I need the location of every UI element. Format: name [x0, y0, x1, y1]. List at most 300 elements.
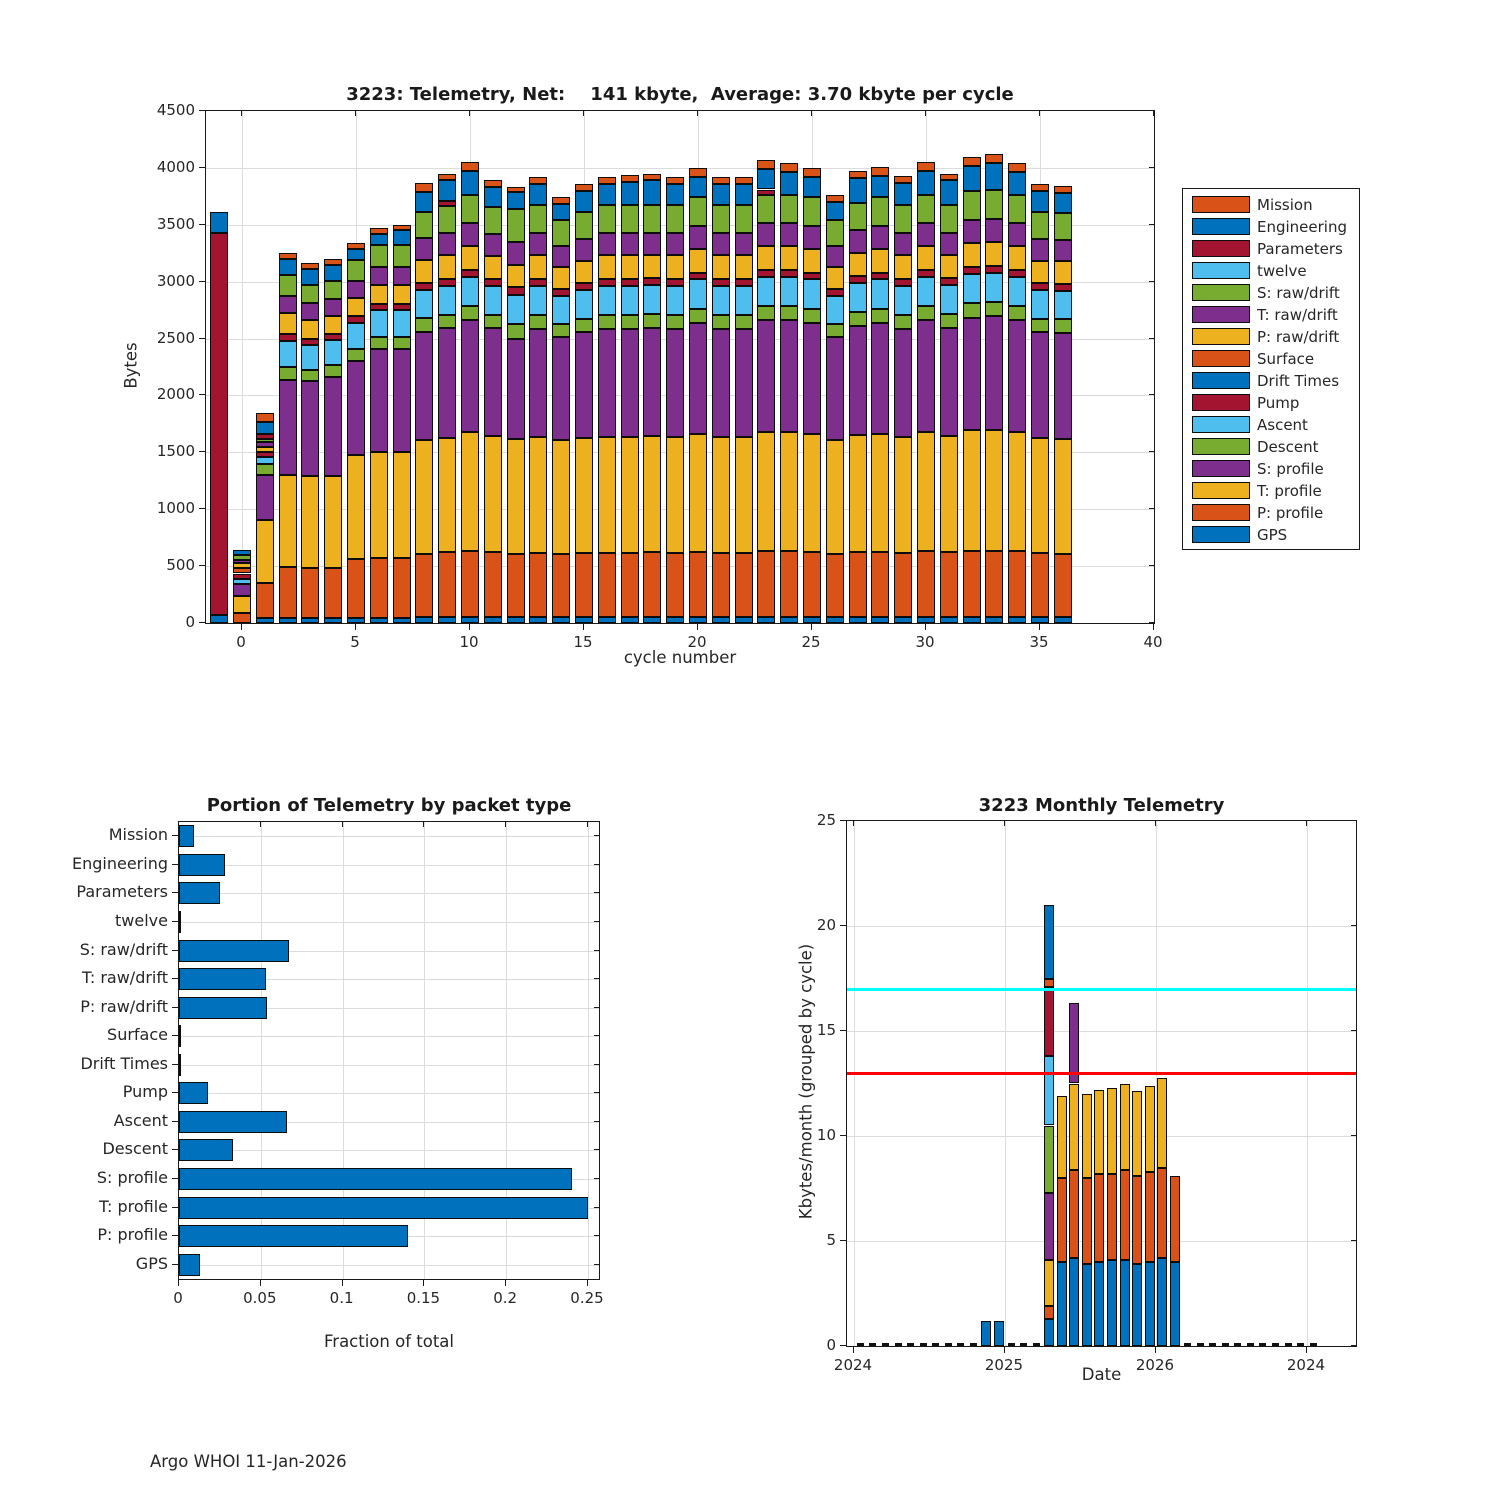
bar-segment: [689, 273, 707, 280]
bar-segment: [985, 163, 1003, 190]
y-tick-label: 20: [816, 916, 836, 934]
x-tick: [423, 822, 424, 827]
y-tick: [199, 394, 205, 395]
x-tick-label: 0.15: [406, 1289, 441, 1307]
bar-segment: [735, 255, 753, 278]
bar-segment: [849, 276, 867, 283]
y-tick: [199, 281, 205, 282]
bar: [179, 940, 289, 962]
category-label: S: raw/drift: [79, 939, 168, 959]
bar-segment: [598, 315, 616, 329]
bar-segment: [871, 279, 889, 309]
x-tick: [178, 1280, 179, 1286]
bar-segment: [963, 274, 981, 304]
y-tick: [199, 167, 205, 168]
bar-segment: [735, 617, 753, 623]
bar-segment: [598, 184, 616, 206]
bar-segment: [461, 195, 479, 223]
x-tick: [587, 822, 588, 827]
bar-segment: [210, 212, 228, 232]
bar-segment: [712, 184, 730, 206]
bar-segment: [438, 552, 456, 617]
bar-segment: [894, 286, 912, 315]
bar-segment: [552, 197, 570, 204]
bar-segment: [643, 285, 661, 314]
gridline: [1005, 821, 1006, 1346]
bar-segment: [780, 551, 798, 617]
bar-segment: [552, 296, 570, 324]
bar-segment: [393, 267, 411, 285]
bar-segment: [279, 475, 297, 567]
bar-segment: [780, 432, 798, 551]
bar-segment: [985, 273, 1003, 303]
bar-segment: [1044, 987, 1054, 1056]
zero-month-dash: [1008, 1343, 1015, 1346]
y-tick-label: 15: [816, 1021, 836, 1039]
bar-segment: [940, 328, 958, 436]
bar-segment: [1057, 1262, 1067, 1346]
bar-segment: [552, 617, 570, 623]
bar-segment: [279, 313, 297, 334]
y-tick: [1351, 1240, 1356, 1241]
bar-segment: [279, 380, 297, 476]
bar-segment: [871, 309, 889, 323]
bar-segment: [803, 323, 821, 433]
y-tick: [1351, 925, 1356, 926]
bar-segment: [575, 212, 593, 239]
legend-label: T: profile: [1257, 482, 1322, 500]
legend-patch: [1192, 416, 1250, 433]
y-tick: [840, 1345, 846, 1346]
bar-segment: [735, 184, 753, 206]
y-tick: [199, 565, 205, 566]
category-label: Drift Times: [80, 1053, 168, 1073]
bar-segment: [643, 278, 661, 285]
bar-segment: [575, 290, 593, 318]
bar-segment: [757, 190, 775, 195]
bar-segment: [1031, 553, 1049, 617]
bar-segment: [1054, 261, 1072, 284]
legend-patch: [1192, 350, 1250, 367]
category-label: Engineering: [72, 853, 168, 873]
legend-label: Descent: [1257, 438, 1319, 456]
bar-segment: [689, 323, 707, 433]
bar-segment: [803, 617, 821, 623]
bar-segment: [871, 434, 889, 552]
bar-segment: [940, 278, 958, 285]
bar-segment: [438, 174, 456, 181]
bar-segment: [1008, 617, 1026, 623]
bar-segment: [393, 337, 411, 349]
bar-segment: [826, 337, 844, 439]
bar-segment: [666, 184, 684, 206]
bar-segment: [985, 266, 1003, 273]
bar-segment: [871, 617, 889, 623]
x-tick: [811, 111, 812, 116]
bar-segment: [735, 286, 753, 315]
bar-segment: [461, 162, 479, 171]
bar-segment: [324, 476, 342, 568]
gridline: [1307, 821, 1308, 1346]
bar-segment: [529, 184, 547, 206]
bar-segment: [712, 233, 730, 255]
bar-segment: [233, 596, 251, 613]
bar-segment: [621, 329, 639, 437]
x-tick: [583, 111, 584, 116]
bar-segment: [1094, 1174, 1104, 1262]
bar-segment: [826, 289, 844, 296]
y-tick-label: 500: [166, 556, 195, 575]
bar: [179, 1082, 208, 1104]
bar-segment: [324, 334, 342, 340]
bar: [179, 968, 266, 990]
zero-month-dash: [970, 1343, 977, 1346]
zero-month-dash: [1209, 1343, 1216, 1346]
y-tick: [199, 451, 205, 452]
y-tick: [172, 1007, 178, 1008]
bar-segment: [393, 304, 411, 310]
x-tick: [505, 1280, 506, 1286]
bar-segment: [963, 243, 981, 267]
bar-segment: [757, 246, 775, 270]
bar-segment: [507, 554, 525, 618]
bar-segment: [666, 286, 684, 315]
y-tick: [172, 1035, 178, 1036]
bar-segment: [461, 432, 479, 551]
bar-segment: [575, 332, 593, 438]
bar-segment: [484, 187, 502, 206]
bar-segment: [621, 233, 639, 255]
bar-segment: [985, 190, 1003, 219]
bar-segment: [1157, 1258, 1167, 1346]
bar: [179, 882, 220, 904]
bar-segment: [803, 434, 821, 552]
bar-segment: [438, 286, 456, 315]
bar-segment: [575, 184, 593, 191]
y-tick-label: 5: [826, 1231, 836, 1249]
bar-segment: [507, 287, 525, 294]
legend-patch: [1192, 526, 1250, 543]
telemetry-by-cycle-chart: [205, 110, 1155, 624]
bar: [179, 1111, 287, 1133]
bar-segment: [256, 413, 274, 422]
bar-segment: [415, 260, 433, 283]
bar: [179, 1254, 200, 1276]
x-tick: [423, 1280, 424, 1286]
bar-segment: [347, 298, 365, 316]
bar-segment: [621, 182, 639, 206]
bar-segment: [1031, 261, 1049, 284]
x-tick-label: 30: [915, 633, 935, 651]
y-tick-label: 2000: [156, 385, 195, 404]
bar-segment: [712, 617, 730, 623]
bar-segment: [803, 552, 821, 617]
bar-segment: [940, 436, 958, 552]
bar-segment: [552, 220, 570, 246]
y-tick: [840, 1030, 846, 1031]
bar-segment: [1120, 1260, 1130, 1346]
zero-month-dash: [1247, 1343, 1254, 1346]
bar-segment: [985, 219, 1003, 242]
legend-label: P: raw/drift: [1257, 328, 1340, 346]
bar-segment: [1008, 432, 1026, 551]
bar-segment: [598, 205, 616, 233]
bar-segment: [1054, 193, 1072, 213]
y-tick: [172, 1235, 178, 1236]
bar-segment: [871, 249, 889, 273]
x-tick-label: 2024: [833, 1356, 873, 1374]
bar-segment: [393, 618, 411, 623]
bar-segment: [712, 177, 730, 184]
bar-segment: [1008, 195, 1026, 223]
x-tick: [1306, 1347, 1307, 1353]
y-tick: [594, 1207, 599, 1208]
bar-segment: [849, 435, 867, 552]
bar-segment: [689, 434, 707, 552]
bar-segment: [621, 279, 639, 286]
y-tick: [1351, 820, 1356, 821]
bar-segment: [1054, 186, 1072, 193]
gridline: [179, 1036, 599, 1037]
bar-segment: [393, 230, 411, 245]
x-tick: [1155, 1347, 1156, 1353]
bar-segment: [210, 615, 228, 623]
gridline: [854, 821, 855, 1346]
x-tick: [697, 624, 698, 630]
bar-segment: [484, 552, 502, 617]
y-tick: [172, 1264, 178, 1265]
bar-segment: [393, 310, 411, 337]
bar-segment: [917, 320, 935, 432]
x-tick: [1039, 624, 1040, 630]
bar-segment: [370, 349, 388, 451]
bar-segment: [917, 551, 935, 617]
bar-segment: [438, 438, 456, 553]
bar-segment: [1069, 1084, 1079, 1170]
x-tick: [469, 624, 470, 630]
x-tick-label: 40: [1143, 633, 1163, 651]
zero-month-dash: [869, 1343, 876, 1346]
x-tick-label: 0.05: [243, 1289, 277, 1307]
bar-segment: [1008, 246, 1026, 270]
portion-by-packet-type-chart: [178, 821, 600, 1280]
x-tick: [1153, 111, 1154, 116]
bar-segment: [575, 191, 593, 213]
zero-month-dash: [957, 1343, 964, 1346]
bar-segment: [256, 520, 274, 583]
bar-segment: [871, 167, 889, 176]
bar-segment: [575, 553, 593, 617]
y-tick: [594, 1121, 599, 1122]
bar-segment: [666, 315, 684, 329]
bar-segment: [507, 192, 525, 209]
bar-segment: [279, 334, 297, 341]
bar-segment: [1094, 1090, 1104, 1174]
legend-label: Surface: [1257, 350, 1315, 368]
bar-segment: [507, 617, 525, 623]
bar-segment: [985, 154, 1003, 163]
zero-month-dash: [1184, 1343, 1191, 1346]
bar-segment: [393, 245, 411, 267]
bar-segment: [849, 617, 867, 623]
top-chart-xlabel: cycle number: [623, 648, 737, 667]
bar-segment: [370, 267, 388, 285]
bar-segment: [849, 203, 867, 231]
bar-segment: [256, 439, 274, 442]
bar-segment: [1044, 1056, 1054, 1125]
y-tick: [172, 1207, 178, 1208]
bar-segment: [552, 337, 570, 439]
y-tick-label: 0: [185, 613, 195, 631]
bar-segment: [917, 171, 935, 194]
bar-segment: [256, 464, 274, 474]
category-label: P: profile: [97, 1225, 168, 1245]
bar-segment: [1031, 184, 1049, 191]
bar-segment: [871, 197, 889, 225]
zero-month-dash: [882, 1343, 889, 1346]
bar-segment: [279, 253, 297, 259]
bar-segment: [826, 220, 844, 246]
bar-segment: [598, 617, 616, 623]
bar-segment: [643, 233, 661, 255]
x-tick: [925, 111, 926, 116]
bar-segment: [438, 255, 456, 278]
bar-segment: [415, 554, 433, 618]
bar: [179, 825, 194, 847]
bar: [179, 854, 225, 876]
bar-segment: [712, 437, 730, 553]
bar-segment: [963, 318, 981, 431]
legend-label: S: raw/drift: [1257, 284, 1340, 302]
bar-segment: [757, 169, 775, 189]
bar-segment: [507, 265, 525, 288]
bar-segment: [347, 316, 365, 322]
bar: [179, 1025, 181, 1047]
x-tick: [853, 821, 854, 826]
bar-segment: [415, 183, 433, 192]
bar-segment: [826, 195, 844, 202]
bar-segment: [415, 192, 433, 212]
bar-segment: [1044, 1319, 1054, 1346]
x-tick-label: 20: [687, 633, 707, 651]
bar-segment: [735, 279, 753, 286]
bar-segment: [256, 618, 274, 623]
bar-segment: [689, 279, 707, 309]
x-tick-label: 0.25: [570, 1289, 604, 1307]
bar-segment: [279, 296, 297, 313]
bar-segment: [940, 552, 958, 617]
bar-segment: [598, 286, 616, 315]
bar-segment: [484, 328, 502, 436]
bar-segment: [279, 618, 297, 623]
bar-segment: [780, 163, 798, 172]
bar-segment: [552, 554, 570, 618]
y-tick: [594, 1064, 599, 1065]
bar-segment: [1044, 905, 1054, 979]
footer-text: Argo WHOI 11-Jan-2026: [150, 1452, 347, 1471]
legend-patch: [1192, 394, 1250, 411]
bar-segment: [985, 430, 1003, 551]
bar-segment: [1044, 979, 1054, 987]
bar-segment: [415, 283, 433, 290]
bar-segment: [963, 191, 981, 220]
bar-segment: [689, 177, 707, 197]
bar-segment: [347, 281, 365, 299]
bar-segment: [484, 286, 502, 315]
bar-segment: [643, 255, 661, 278]
reference-line: [847, 988, 1356, 991]
bar-segment: [347, 243, 365, 249]
bar-segment: [757, 277, 775, 307]
zero-month-dash: [1297, 1343, 1304, 1346]
bar-segment: [1054, 213, 1072, 240]
y-tick: [172, 1064, 178, 1065]
bar-segment: [757, 270, 775, 277]
bar-segment: [940, 285, 958, 314]
bar-segment: [575, 438, 593, 553]
bar-segment: [1120, 1084, 1130, 1170]
bar-segment: [1054, 439, 1072, 554]
x-tick-label: 0: [236, 633, 246, 651]
bar-segment: [370, 558, 388, 618]
bar-segment: [735, 329, 753, 437]
bar-segment: [1008, 551, 1026, 617]
bar-segment: [529, 617, 547, 623]
bar-segment: [1107, 1174, 1117, 1260]
bar-segment: [370, 337, 388, 349]
bar-segment: [757, 320, 775, 432]
bar-segment: [803, 309, 821, 323]
y-tick: [172, 864, 178, 865]
bar-segment: [643, 617, 661, 623]
bar-segment: [643, 436, 661, 552]
bar-segment: [826, 617, 844, 623]
bar-segment: [461, 277, 479, 307]
bar-segment: [529, 315, 547, 329]
y-tick-label: 4500: [156, 101, 195, 119]
bar-segment: [1054, 554, 1072, 618]
bar-segment: [484, 207, 502, 234]
bar-segment: [1170, 1262, 1180, 1346]
bar-segment: [484, 315, 502, 329]
bar-segment: [507, 242, 525, 264]
bar-segment: [461, 270, 479, 277]
bar-segment: [1069, 1258, 1079, 1346]
bar-segment: [894, 255, 912, 278]
bar-segment: [689, 309, 707, 323]
bar-segment: [552, 204, 570, 220]
y-tick: [172, 1178, 178, 1179]
bar-segment: [826, 296, 844, 324]
bar-segment: [849, 230, 867, 252]
y-tick-label: 1500: [156, 442, 195, 461]
bar-segment: [826, 440, 844, 554]
x-tick: [241, 111, 242, 116]
legend-patch: [1192, 504, 1250, 521]
bar-segment: [894, 329, 912, 437]
bar-segment: [985, 242, 1003, 266]
bar-segment: [735, 205, 753, 233]
bar-segment: [643, 328, 661, 436]
bar-segment: [849, 552, 867, 617]
bar-segment: [1008, 270, 1026, 277]
legend-patch: [1192, 240, 1250, 257]
bar-segment: [1031, 319, 1049, 333]
bar-segment: [210, 233, 228, 615]
bar-segment: [1054, 319, 1072, 333]
bar-segment: [849, 171, 867, 178]
bar-segment: [757, 195, 775, 223]
